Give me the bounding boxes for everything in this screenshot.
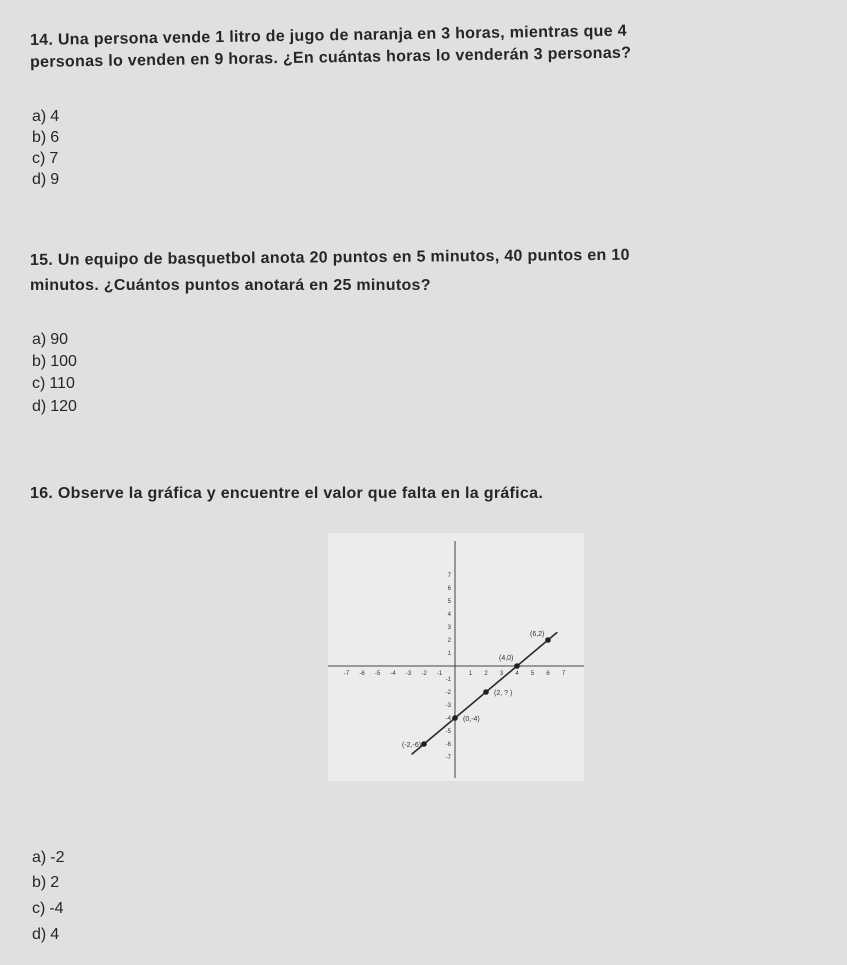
y-tick-label: -4 <box>445 716 451 722</box>
option-letter: c) <box>32 375 46 392</box>
q15-option-d <box>28 397 77 417</box>
option-letter: b) <box>32 353 47 370</box>
data-point <box>545 637 551 643</box>
x-tick-label: -3 <box>405 671 412 677</box>
option-value: 90 <box>50 331 69 348</box>
x-tick-label: -5 <box>374 671 381 677</box>
x-tick-label: 4 <box>515 671 519 677</box>
q16-option-c <box>28 899 64 919</box>
y-tick-label: -5 <box>445 729 451 735</box>
question-15-line-1: 15. Un equipo de basquetbol anota 20 puntos en 5 minutos, 40 puntos en 10 <box>29 246 630 269</box>
option-letter: a) <box>32 108 47 125</box>
x-tick-label: 2 <box>484 671 488 677</box>
data-point <box>514 663 520 669</box>
question-15 <box>29 246 820 297</box>
question-14-line-1: 14. Una persona vende 1 litro de jugo de naranja en 3 horas, mientras que 4 <box>29 22 627 49</box>
x-tick-label: -2 <box>421 671 427 677</box>
x-tick-label: -4 <box>390 671 396 677</box>
y-tick-label: 6 <box>447 586 451 592</box>
option-letter: b) <box>32 129 47 146</box>
q14-option-b <box>28 128 59 148</box>
q15-option-b <box>28 352 77 372</box>
question-15-text <box>29 246 820 297</box>
question-16 <box>30 483 820 505</box>
question-14-text <box>29 22 820 74</box>
x-tick-label: 1 <box>468 671 473 677</box>
option-letter: a) <box>32 849 47 866</box>
y-tick-label: -3 <box>445 703 451 709</box>
q15-option-a <box>28 330 68 350</box>
data-point <box>483 689 489 695</box>
point-label: (-2,-6) <box>402 742 422 749</box>
option-letter: a) <box>32 331 47 348</box>
y-tick-label: -2 <box>445 690 451 696</box>
q16-option-a <box>28 848 64 868</box>
option-letter: c) <box>32 150 46 167</box>
question-14-line-2: personas lo venden en 9 horas. ¿En cuántas horas lo venderán 3 personas? <box>29 44 632 71</box>
question-15-line-2: minutos. ¿Cuántos puntos anotará en 25 minutos? <box>30 277 431 294</box>
option-value: -2 <box>50 849 65 866</box>
option-value: 4 <box>50 108 60 125</box>
q16-option-b <box>28 873 59 893</box>
x-tick-label: 5 <box>530 671 535 677</box>
option-value: 7 <box>49 150 59 167</box>
option-value: 120 <box>50 398 77 415</box>
x-tick-label: 3 <box>499 671 504 677</box>
y-tick-label: 5 <box>447 599 451 605</box>
q14-option-a <box>28 107 59 127</box>
option-letter: d) <box>32 926 47 943</box>
q14-option-c <box>28 149 58 169</box>
option-letter: c) <box>32 900 46 917</box>
y-tick-label: 7 <box>447 573 451 579</box>
option-value: 6 <box>50 129 60 146</box>
option-value: 9 <box>50 171 60 188</box>
point-label: (0,-4) <box>463 716 480 723</box>
option-value: 110 <box>49 375 75 392</box>
point-label: (4,0) <box>499 655 514 662</box>
x-tick-label: -6 <box>359 671 365 677</box>
y-tick-label: 4 <box>447 612 451 618</box>
y-tick-label: -6 <box>445 742 451 748</box>
option-letter: d) <box>32 171 47 188</box>
q15-option-c <box>28 374 75 394</box>
x-tick-label: -1 <box>436 671 443 677</box>
y-tick-label: 2 <box>447 638 451 644</box>
x-tick-label: 6 <box>546 671 550 677</box>
y-tick-label: -7 <box>445 755 451 761</box>
point-label: (6,2) <box>530 631 545 638</box>
x-tick-label: 7 <box>561 671 566 677</box>
option-letter: d) <box>32 398 47 415</box>
question-14 <box>29 22 820 74</box>
x-tick-label: -7 <box>343 671 350 677</box>
q16-option-d <box>28 925 59 945</box>
option-value: 100 <box>50 353 77 370</box>
data-point <box>421 741 427 747</box>
data-point <box>452 715 458 721</box>
graph-svg <box>328 533 584 781</box>
option-value: -4 <box>49 900 64 917</box>
q14-option-d <box>28 170 59 190</box>
y-tick-label: 1 <box>447 651 451 657</box>
option-value: 4 <box>50 926 60 943</box>
point-label: (2, ? ) <box>494 690 513 697</box>
option-letter: b) <box>32 874 47 891</box>
y-tick-label: -1 <box>445 677 451 683</box>
question-16-text: 16. Observe la gráfica y encuentre el valor que falta en la gráfica. <box>30 485 544 502</box>
option-value: 2 <box>50 874 60 891</box>
y-tick-label: 3 <box>447 625 451 631</box>
coordinate-graph <box>328 533 584 781</box>
